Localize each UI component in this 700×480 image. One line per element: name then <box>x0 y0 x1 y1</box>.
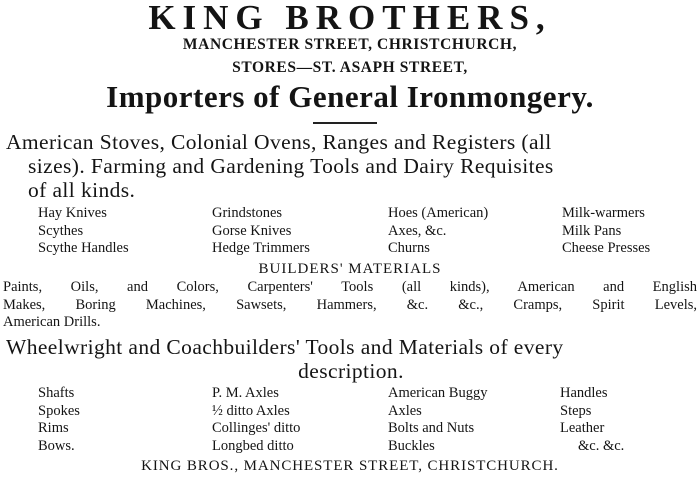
list-item: Handles <box>560 385 608 401</box>
wheelwright-items-column-1 <box>38 385 80 455</box>
stoves-line-3: of all kinds. <box>28 178 136 202</box>
list-item: Cheese Presses <box>562 240 651 256</box>
builders-line-3: American Drills. <box>3 314 101 330</box>
list-item: Milk-warmers <box>562 205 645 221</box>
farm-items-column-2 <box>212 205 310 258</box>
list-item: Scythe Handles <box>38 240 129 256</box>
farm-items-column-3 <box>388 205 488 258</box>
list-item: Buckles <box>388 437 435 454</box>
wheelwright-items-grid <box>38 385 698 457</box>
divider-rule <box>313 122 377 124</box>
list-item: Shafts <box>38 385 75 401</box>
firm-name: KING BROTHERS, <box>148 0 552 37</box>
wheelwright-line-1: Wheelwright and Coachbuilders' Tools and Materials of every <box>6 335 564 359</box>
list-item: Scythes <box>38 222 84 239</box>
list-item: &c. &c. <box>578 437 625 454</box>
list-item: Hay Knives <box>38 205 107 221</box>
list-item: American Buggy <box>388 385 488 401</box>
list-item: Gorse Knives <box>212 222 292 239</box>
list-item: Axes, &c. <box>388 222 447 239</box>
list-item: Hedge Trimmers <box>212 240 310 256</box>
stoves-line-2: sizes). Farming and Gardening Tools and Dairy Requisites <box>28 154 554 178</box>
builders-line-1: Paints, Oils, and Colors, Carpenters' Tools (all kinds), American and English <box>3 279 697 295</box>
farm-items-grid <box>38 205 698 261</box>
farm-items-column-4 <box>562 205 650 258</box>
footer-line: KING BROS., MANCHESTER STREET, CHRISTCHURCH. <box>141 458 559 474</box>
stoves-paragraph <box>6 130 696 202</box>
list-item: Leather <box>560 420 605 436</box>
address-line-1: MANCHESTER STREET, CHRISTCHURCH, <box>182 36 518 53</box>
list-item: Milk Pans <box>562 222 622 239</box>
wheelwright-items-column-2 <box>212 385 300 455</box>
wheelwright-items-column-4 <box>560 385 624 455</box>
builders-line-2: Makes, Boring Machines, Sawsets, Hammers, &c. &c., Cramps, Spirit Levels, <box>3 296 697 313</box>
list-item: Spokes <box>38 402 80 419</box>
list-item: Axles <box>388 402 422 419</box>
builders-heading: BUILDERS' MATERIALS <box>258 261 442 277</box>
builders-paragraph <box>3 279 697 332</box>
address-line-2: STORES—ST. ASAPH STREET, <box>232 59 468 76</box>
wheelwright-paragraph <box>6 335 696 383</box>
list-item: Steps <box>560 402 592 419</box>
list-item: P. M. Axles <box>212 385 279 401</box>
list-item: Bows. <box>38 437 75 454</box>
headline: Importers of General Ironmongery. <box>106 79 594 114</box>
stoves-line-1: American Stoves, Colonial Ovens, Ranges and Registers (all <box>6 130 552 154</box>
wheelwright-items-column-3 <box>388 385 487 455</box>
list-item: Longbed ditto <box>212 437 294 454</box>
list-item: Churns <box>388 240 430 256</box>
list-item: Hoes (American) <box>388 205 489 221</box>
list-item: Collinges' ditto <box>212 420 301 436</box>
farm-items-column-1 <box>38 205 129 258</box>
list-item: Rims <box>38 420 69 436</box>
list-item: ½ ditto Axles <box>212 402 290 419</box>
list-item: Bolts and Nuts <box>388 420 475 436</box>
list-item: Grindstones <box>212 205 283 221</box>
wheelwright-line-2: description. <box>298 359 404 383</box>
